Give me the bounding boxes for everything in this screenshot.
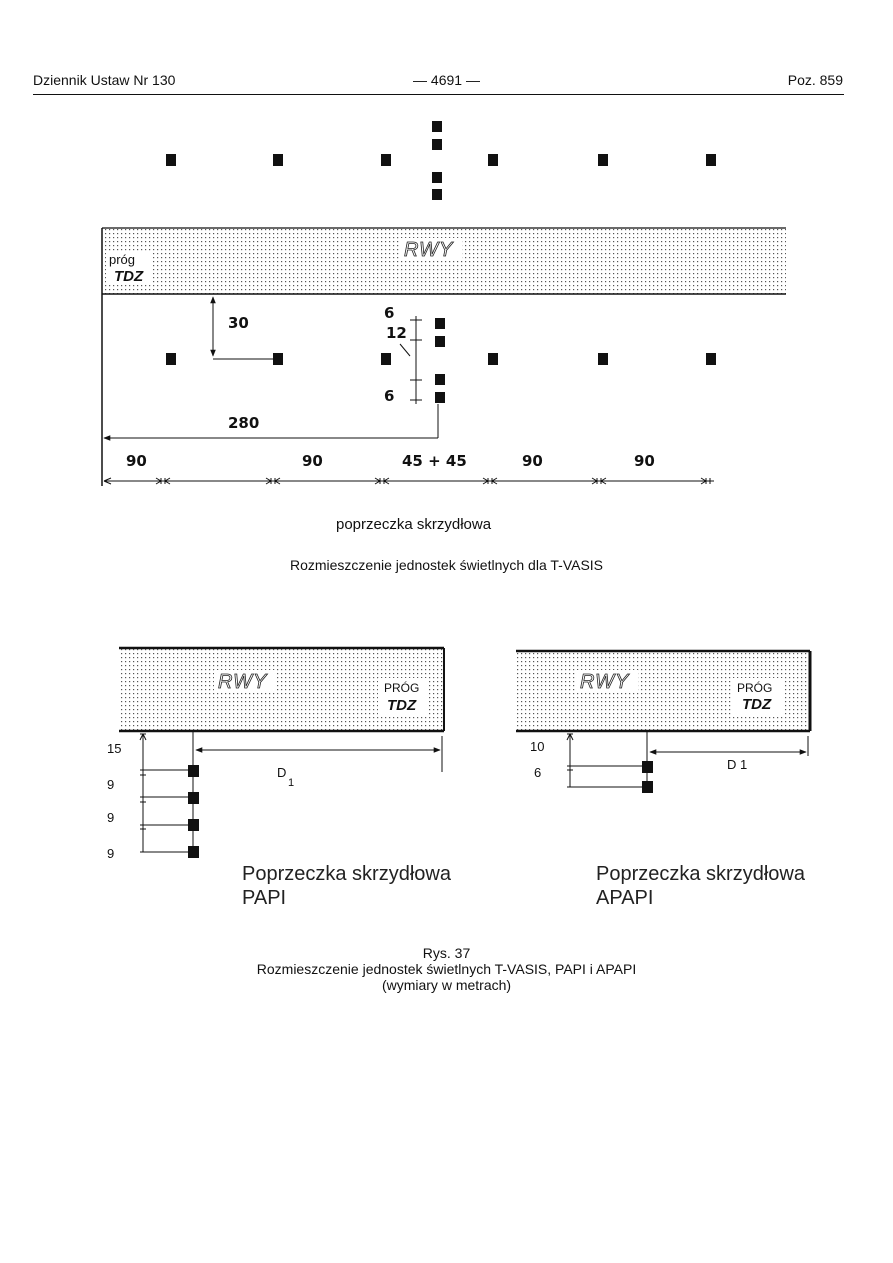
light-unit bbox=[166, 154, 176, 166]
light-unit bbox=[188, 846, 199, 858]
dim-label: 9 bbox=[107, 777, 115, 792]
light-unit bbox=[432, 139, 442, 150]
figure-number: Rys. 37 bbox=[422, 945, 471, 961]
dim-30: 30 bbox=[228, 314, 249, 332]
spacing-label: 90 bbox=[302, 452, 323, 470]
light-unit bbox=[432, 121, 442, 132]
dim-280: 280 bbox=[228, 414, 260, 432]
light-unit bbox=[706, 154, 716, 166]
dim-label: 9 bbox=[107, 846, 115, 861]
light-unit bbox=[188, 765, 199, 777]
light-unit bbox=[273, 154, 283, 166]
light-unit bbox=[598, 353, 608, 365]
wing-bar-label: poprzeczka skrzydłowa bbox=[336, 516, 492, 533]
d1-subscript: 1 bbox=[288, 777, 295, 789]
light-unit bbox=[642, 761, 653, 773]
tdz-label: TDZ bbox=[387, 697, 417, 714]
light-unit bbox=[432, 172, 442, 183]
light-unit bbox=[188, 792, 199, 804]
dim-6-top: 6 bbox=[384, 304, 395, 322]
threshold-label: PRÓG bbox=[384, 681, 420, 695]
figure-note: (wymiary w metrach) bbox=[381, 977, 512, 993]
page-number: — 4691 — bbox=[413, 72, 480, 88]
light-unit bbox=[435, 336, 445, 347]
apapi-caption-line1: Poprzeczka skrzydłowa bbox=[596, 863, 805, 885]
tdz-label: TDZ bbox=[742, 696, 772, 713]
rwy-label: RWY bbox=[404, 239, 454, 261]
spacing-label: 90 bbox=[634, 452, 655, 470]
tvasis-diagram bbox=[102, 121, 786, 533]
figure-title: Rozmieszczenie jednostek świetlnych T-VASIS, PAPI i APAPI bbox=[256, 961, 637, 977]
d1-label: D 1 bbox=[727, 757, 748, 772]
threshold-label: PRÓG bbox=[737, 681, 773, 695]
dim-label: 9 bbox=[107, 810, 115, 825]
journal-title: Dziennik Ustaw Nr 130 bbox=[33, 72, 176, 88]
light-unit bbox=[188, 819, 199, 831]
papi-caption bbox=[242, 862, 451, 910]
spacing-label: 90 bbox=[522, 452, 543, 470]
spacing-label: 90 bbox=[126, 452, 147, 470]
d1-label: D bbox=[277, 765, 287, 780]
dim-label: 10 bbox=[530, 739, 545, 754]
spacing-label: 45 + 45 bbox=[402, 452, 467, 470]
light-unit bbox=[488, 353, 498, 365]
papi-caption-line2: PAPI bbox=[242, 887, 287, 909]
light-unit bbox=[435, 318, 445, 329]
apapi-caption bbox=[596, 862, 805, 910]
dim-12: 12 bbox=[386, 324, 407, 342]
tvasis-top-lights bbox=[166, 121, 716, 200]
light-unit bbox=[435, 392, 445, 403]
apapi-diagram bbox=[516, 651, 810, 793]
light-unit bbox=[432, 189, 442, 200]
light-unit bbox=[166, 353, 176, 365]
rwy-label: RWY bbox=[580, 671, 630, 693]
papi-caption-line1: Poprzeczka skrzydłowa bbox=[242, 863, 451, 885]
apapi-caption-line2: APAPI bbox=[596, 887, 654, 909]
papi-diagram bbox=[107, 648, 444, 861]
light-unit bbox=[706, 353, 716, 365]
light-unit bbox=[642, 781, 653, 793]
light-unit bbox=[381, 353, 391, 365]
threshold-label: próg bbox=[109, 252, 136, 267]
light-unit bbox=[381, 154, 391, 166]
light-unit bbox=[435, 374, 445, 385]
runway-strip bbox=[102, 228, 786, 294]
tdz-label: TDZ bbox=[114, 268, 144, 285]
light-unit bbox=[488, 154, 498, 166]
light-unit bbox=[598, 154, 608, 166]
light-unit bbox=[273, 353, 283, 365]
rwy-label: RWY bbox=[218, 671, 268, 693]
dim-6-bottom: 6 bbox=[384, 387, 395, 405]
dim-label: 6 bbox=[534, 765, 542, 780]
dim-label: 15 bbox=[107, 741, 122, 756]
tvasis-caption: Rozmieszczenie jednostek świetlnych dla T-VASIS bbox=[289, 557, 604, 573]
position-number: Poz. 859 bbox=[787, 72, 843, 88]
